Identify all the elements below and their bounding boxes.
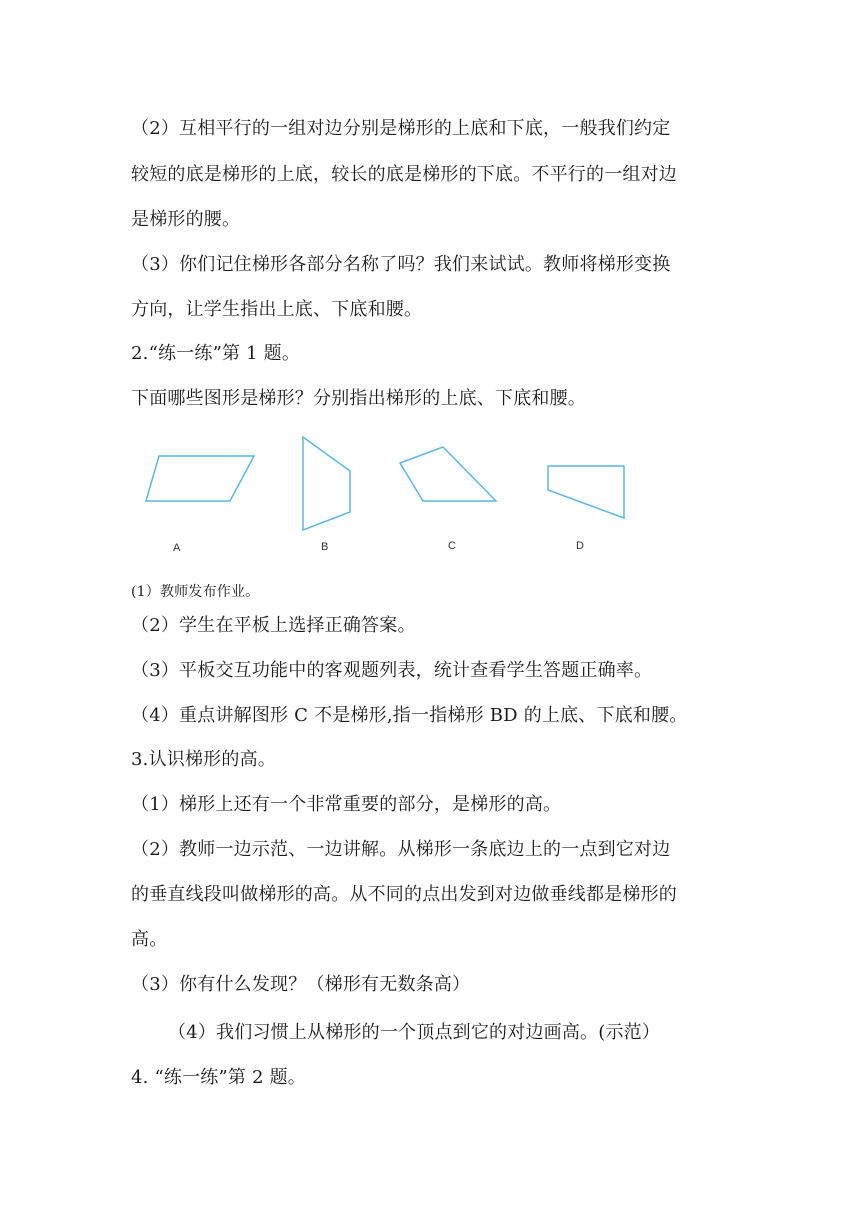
paragraph-line: 较短的底是梯形的上底，较长的底是梯形的下底。不平行的一组对边 [131,164,677,185]
section-heading: 3.认识梯形的高。 [131,749,276,770]
section-heading: 4. “练一练”第 2 题。 [131,1067,306,1088]
question-text: 下面哪些图形是梯形？分别指出梯形的上底、下底和腰。 [131,388,586,409]
paragraph-line: （3）你们记住梯形各部分名称了吗？我们来试试。教师将梯形变换 [131,254,671,275]
paragraph-line: 是梯形的腰。 [131,209,241,230]
paragraph-line: （4）我们习惯上从梯形的一个顶点到它的对边画高。(示范） [168,1022,661,1043]
figure-c-shape [400,447,496,501]
paragraph-line: 方向，让学生指出上底、下底和腰。 [131,299,423,320]
paragraph-line: (1）教师发布作业。 [131,584,260,600]
paragraph-line: （2）教师一边示范、一边讲解。从梯形一条底边上的一点到它对边 [131,839,671,860]
figure-b-label: B [321,541,329,553]
paragraph-line: （4）重点讲解图形 C 不是梯形,指一指梯形 BD 的上底、下底和腰。 [131,705,688,726]
figure-b-shape [303,437,350,530]
paragraph-line: （1）梯形上还有一个非常重要的部分，是梯形的高。 [131,794,562,815]
paragraph-line: （3）你有什么发现？（梯形有无数条高） [131,974,471,995]
paragraph-line: （2）互相平行的一组对边分别是梯形的上底和下底，一般我们约定 [131,118,671,139]
figures-svg [131,425,691,565]
paragraph-line: 的垂直线段叫做梯形的高。从不同的点出发到对边做垂线都是梯形的 [131,884,677,905]
paragraph-line: （3）平板交互功能中的客观题列表，统计查看学生答题正确率。 [131,660,653,681]
figure-d-shape [548,466,624,518]
figure-a-label: A [173,542,181,554]
section-heading: 2.“练一练”第 1 题。 [131,343,301,364]
paragraph-line: （2）学生在平板上选择正确答案。 [131,615,416,636]
figure-d-label: D [576,540,584,552]
figure-a-shape [146,456,254,501]
paragraph-line: 高。 [131,929,168,950]
trapezoid-figures [131,425,691,565]
figure-c-label: C [448,540,456,552]
